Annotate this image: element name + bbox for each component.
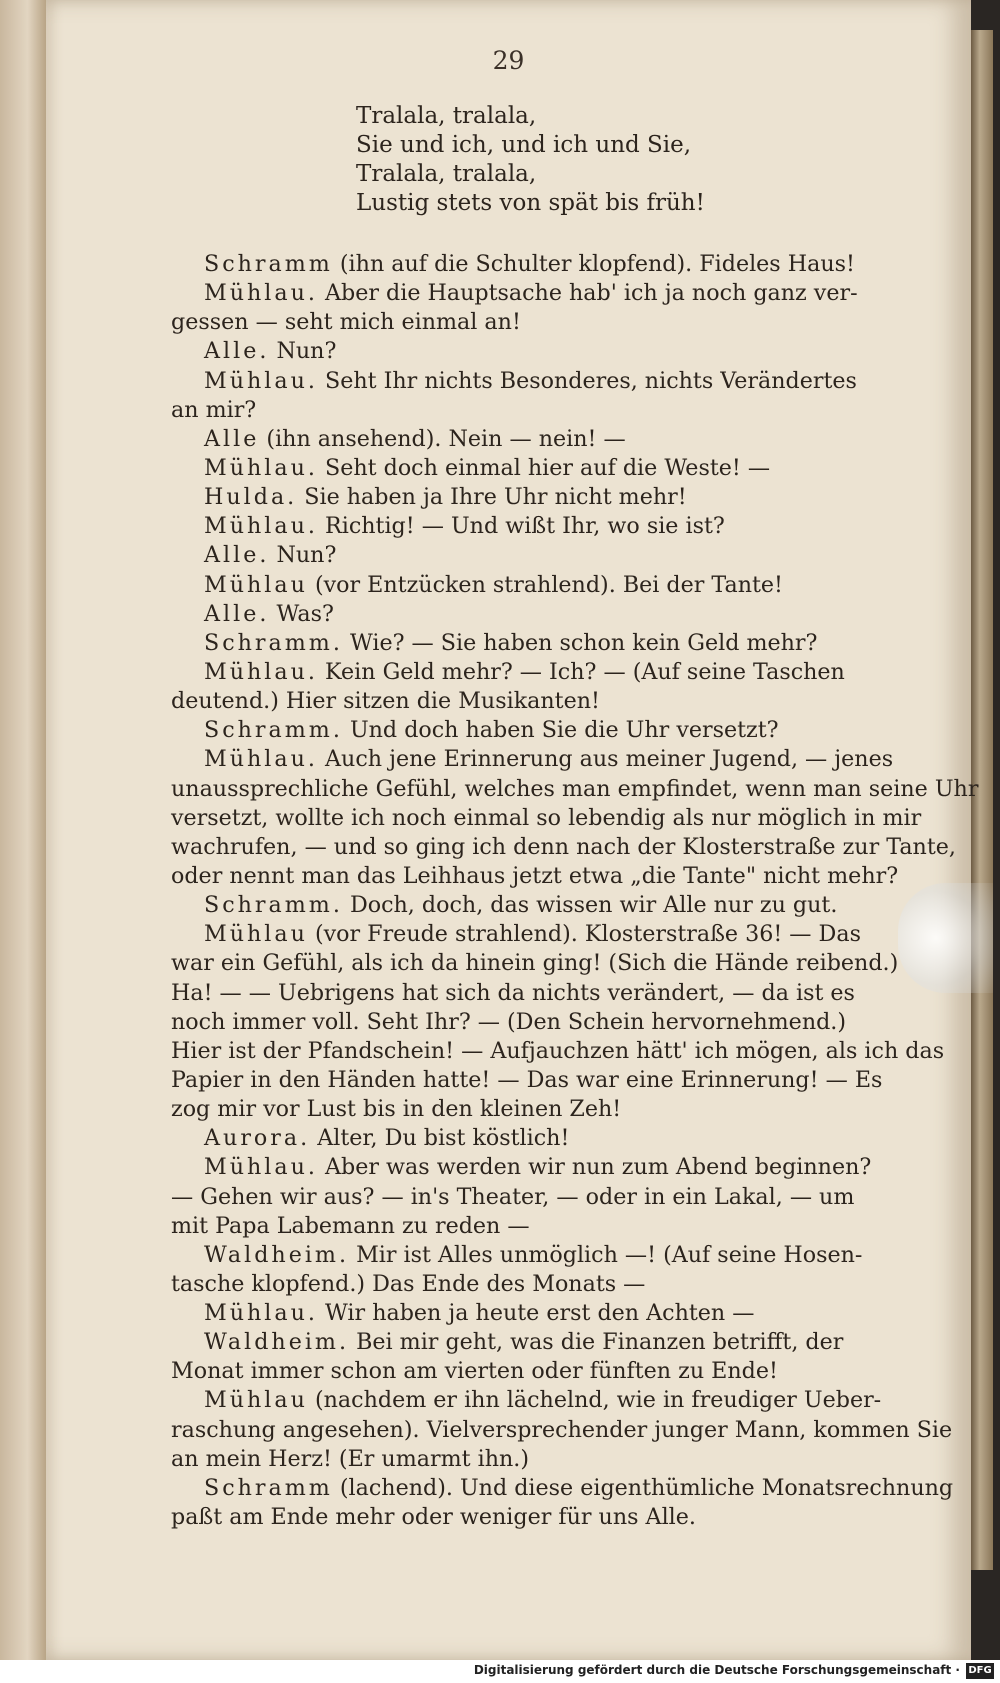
line-text: Papier in den Händen hatte! — Das war eine Erinnerung! — Es xyxy=(171,1066,883,1093)
line-text: tasche klopfend.) Das Ende des Monats — xyxy=(171,1270,646,1297)
verse-line: Lustig stets von spät bis früh! xyxy=(356,190,705,216)
speaker-name: Alle. xyxy=(204,338,270,365)
speaker-name: Mühlau. xyxy=(204,1154,318,1181)
text-line xyxy=(171,716,911,745)
text-line xyxy=(171,1124,911,1153)
text-line xyxy=(171,367,911,396)
line-text: (ihn auf die Schulter klopfend). Fideles Haus! xyxy=(332,251,855,277)
speaker-name: Mühlau. xyxy=(204,746,318,773)
verse-line: Tralala, tralala, xyxy=(356,103,537,129)
text-line xyxy=(171,279,911,308)
speaker-name: Waldheim. xyxy=(204,1241,350,1268)
facing-page-edge xyxy=(0,0,46,1660)
line-text: Seht doch einmal hier auf die Weste! — xyxy=(317,454,771,481)
line-text: Auch jene Erinnerung aus meiner Jugend, — jenes xyxy=(317,746,894,773)
line-text: (lachend). Und diese eigenthümliche Monatsrechnung xyxy=(332,1474,954,1501)
text-line xyxy=(171,862,911,891)
text-line xyxy=(171,687,911,716)
text-line xyxy=(171,1270,911,1299)
speaker-name: Mühlau. xyxy=(204,513,318,540)
text-line xyxy=(171,454,911,483)
line-text: gessen — seht mich einmal an! xyxy=(171,309,521,336)
line-text: Aber die Hauptsache hab' ich ja noch ganz ver- xyxy=(317,280,858,307)
text-line xyxy=(171,1357,911,1386)
speaker-name: Alle. xyxy=(204,600,270,627)
text-line xyxy=(171,1183,911,1212)
line-text: — Gehen wir aus? — in's Theater, — oder in ein Lakal, — um xyxy=(171,1183,855,1210)
line-text: Ha! — — Uebrigens hat sich da nichts verändert, — da ist es xyxy=(171,979,855,1006)
speaker-name: Aurora. xyxy=(204,1125,311,1152)
text-line xyxy=(171,1037,945,1066)
text-line xyxy=(171,775,979,804)
text-line xyxy=(171,1386,911,1415)
line-text: Hier ist der Pfandschein! — Aufjauchzen hätt' ich mögen, als ich das xyxy=(171,1037,945,1064)
line-text: an mein Herz! (Er umarmt ihn.) xyxy=(171,1445,529,1472)
text-line xyxy=(171,1095,911,1124)
text-line xyxy=(171,1066,911,1095)
speaker-name: Alle. xyxy=(204,542,270,569)
line-text: Wie? — Sie haben schon kein Geld mehr? xyxy=(342,629,818,656)
text-line xyxy=(171,1299,911,1328)
line-text: raschung angesehen). Vielversprechender junger Mann, kommen Sie xyxy=(171,1416,953,1443)
text-line xyxy=(171,571,911,600)
line-text: an mir? xyxy=(171,396,257,423)
line-text: Nun? xyxy=(269,338,337,365)
speaker-name: Schramm xyxy=(204,251,333,277)
dfg-logo: DFG xyxy=(966,1663,994,1679)
speaker-name: Mühlau xyxy=(204,921,308,948)
text-line xyxy=(171,396,911,425)
line-text: oder nennt man das Leihhaus jetzt etwa „die Tante" nicht mehr? xyxy=(171,862,899,889)
verse-line: Tralala, tralala, xyxy=(356,161,537,187)
line-text: war ein Gefühl, als ich da hinein ging! (Sich die Hände reibend.) xyxy=(171,950,899,977)
line-text: Doch, doch, das wissen wir Alle nur zu gut. xyxy=(342,892,838,919)
text-line xyxy=(171,833,956,862)
text-line xyxy=(171,804,922,833)
text-line xyxy=(171,512,911,541)
line-text: unaussprechliche Gefühl, welches man empfindet, wenn man seine Uhr xyxy=(171,775,979,802)
line-text: Aber was werden wir nun zum Abend beginnen? xyxy=(317,1154,872,1181)
text-line xyxy=(171,891,911,920)
line-text: Seht Ihr nichts Besonderes, nichts Verändertes xyxy=(317,367,857,394)
text-line xyxy=(171,250,911,279)
text-line xyxy=(171,425,911,454)
speaker-name: Hulda. xyxy=(204,484,298,511)
line-text: zog mir vor Lust bis in den kleinen Zeh! xyxy=(171,1096,622,1123)
speaker-name: Schramm. xyxy=(204,629,343,656)
line-text: Monat immer schon am vierten oder fünften zu Ende! xyxy=(171,1358,778,1385)
song-verse xyxy=(356,102,705,218)
text-line xyxy=(171,629,911,658)
verse-line: Sie und ich, und ich und Sie, xyxy=(356,132,692,158)
text-line xyxy=(171,600,911,629)
text-line xyxy=(171,337,911,366)
line-text: Nun? xyxy=(269,542,337,569)
speaker-name: Waldheim. xyxy=(204,1329,350,1356)
speaker-name: Mühlau. xyxy=(204,1300,318,1327)
line-text: paßt am Ende mehr oder weniger für uns Alle. xyxy=(171,1504,696,1531)
speaker-name: Schramm xyxy=(204,1474,333,1501)
text-line xyxy=(171,1416,953,1445)
text-line xyxy=(171,1212,911,1241)
speaker-name: Schramm. xyxy=(204,892,343,919)
text-line xyxy=(171,1445,911,1474)
speaker-name: Mühlau xyxy=(204,571,308,598)
line-text: mit Papa Labemann zu reden — xyxy=(171,1212,530,1239)
text-line xyxy=(171,1328,911,1357)
text-line xyxy=(171,949,911,978)
line-text: Wir haben ja heute erst den Achten — xyxy=(317,1300,755,1327)
line-text: versetzt, wollte ich noch einmal so lebendig als nur möglich in mir xyxy=(171,804,922,831)
speaker-name: Mühlau. xyxy=(204,280,318,307)
text-line xyxy=(171,1241,911,1270)
line-text: Kein Geld mehr? — Ich? — (Auf seine Taschen xyxy=(317,658,845,685)
line-text: Und doch haben Sie die Uhr versetzt? xyxy=(342,717,779,744)
text-line xyxy=(171,920,911,949)
text-line xyxy=(171,658,911,687)
footer-bar xyxy=(0,1660,1000,1683)
line-text: Was? xyxy=(269,600,334,627)
line-text: Alter, Du bist köstlich! xyxy=(310,1125,570,1152)
text-line xyxy=(171,979,911,1008)
dialogue-body xyxy=(171,250,979,1532)
text-line xyxy=(171,1153,911,1182)
speaker-name: Alle xyxy=(204,425,260,452)
text-line xyxy=(171,541,911,570)
line-text: Bei mir geht, was die Finanzen betrifft, der xyxy=(349,1329,844,1356)
line-text: wachrufen, — und so ging ich denn nach der Klosterstraße zur Tante, xyxy=(171,833,956,860)
text-line xyxy=(171,308,911,337)
line-text: noch immer voll. Seht Ihr? — (Den Schein hervornehmend.) xyxy=(171,1008,847,1035)
speaker-name: Mühlau xyxy=(204,1387,308,1414)
text-line xyxy=(171,1474,954,1503)
text-line xyxy=(171,1008,911,1037)
line-text: Sie haben ja Ihre Uhr nicht mehr! xyxy=(297,484,687,511)
speaker-name: Mühlau. xyxy=(204,454,318,481)
line-text: (vor Entzücken strahlend). Bei der Tante! xyxy=(307,571,783,598)
glass-reflection xyxy=(898,883,993,993)
text-line xyxy=(171,483,911,512)
text-line xyxy=(171,1503,911,1532)
speaker-name: Mühlau. xyxy=(204,658,318,685)
book-page xyxy=(46,0,979,1660)
line-text: (nachdem er ihn lächelnd, wie in freudiger Ueber- xyxy=(307,1387,882,1414)
line-text: (ihn ansehend). Nein — nein! — xyxy=(259,425,626,452)
line-text: Richtig! — Und wißt Ihr, wo sie ist? xyxy=(317,513,725,540)
line-text: Mir ist Alles unmöglich —! (Auf seine Hosen- xyxy=(349,1241,863,1268)
speaker-name: Schramm. xyxy=(204,717,343,744)
speaker-name: Mühlau. xyxy=(204,367,318,394)
text-line xyxy=(171,745,911,774)
funding-note: Digitalisierung gefördert durch die Deutsche Forschungsgemeinschaft · xyxy=(473,1663,960,1677)
line-text: deutend.) Hier sitzen die Musikanten! xyxy=(171,688,600,715)
page-number: 29 xyxy=(492,46,525,75)
line-text: (vor Freude strahlend). Klosterstraße 36! — Das xyxy=(307,921,861,948)
